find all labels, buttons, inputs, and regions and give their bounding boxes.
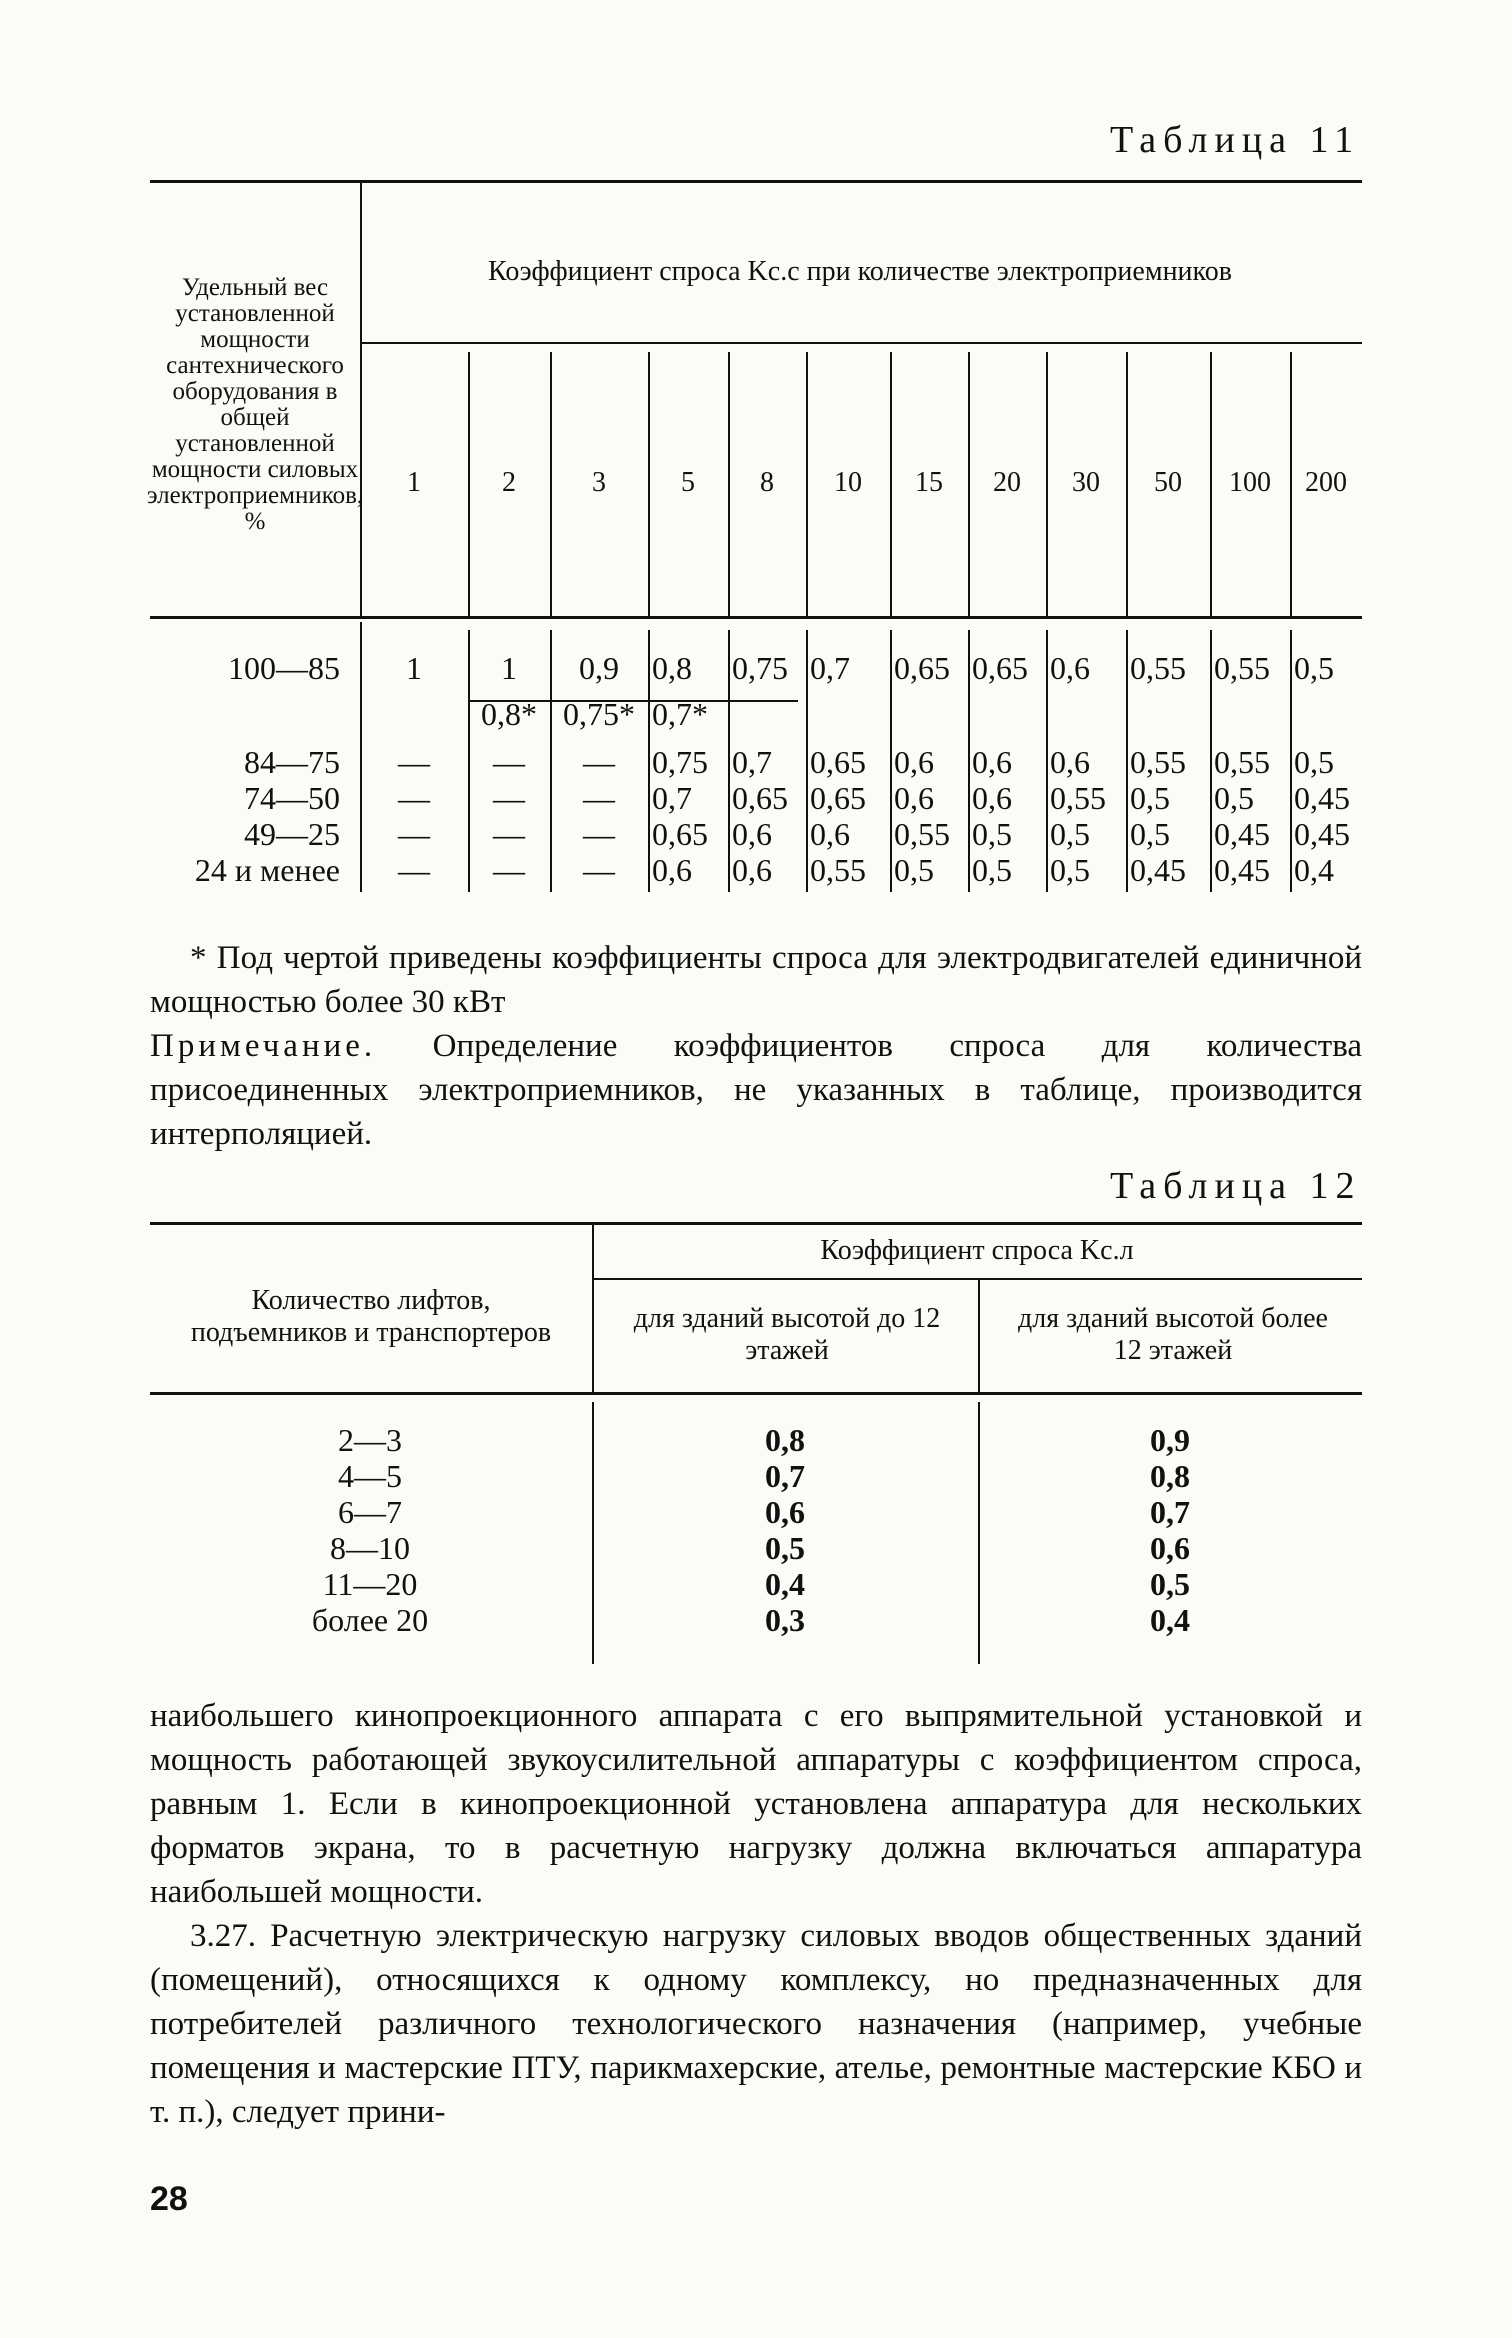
table12-col1-header: для зданий высотой до 12 этажей: [633, 1303, 941, 1366]
table11-cell: 0,7: [652, 779, 692, 816]
table11-cell: —: [583, 815, 615, 852]
table11-cell: —: [398, 743, 430, 780]
table11-cell: 0,5: [972, 851, 1012, 888]
table11-cell: 0,6: [972, 779, 1012, 816]
table12-cell-high: 0,7: [1150, 1494, 1190, 1530]
table11-col-header: 10: [834, 467, 862, 498]
table11-cell: 0,6: [652, 851, 692, 888]
table12-col1-values: [592, 1422, 978, 1638]
table11-group-header: Коэффициент спроса Kс.с при количестве электроприемников: [488, 256, 1232, 287]
table12-row-label: 2—3: [338, 1422, 402, 1458]
note-lead: Примечание.: [150, 1028, 377, 1064]
table11-cell: 0,65: [732, 779, 788, 816]
table12-top-rule: [150, 1222, 1362, 1225]
table11-cell: 0,5: [894, 851, 934, 888]
table11-cell: 0,65: [810, 779, 866, 816]
table11-cell: 0,6: [1050, 743, 1090, 780]
table12-row-label: 4—5: [338, 1458, 402, 1494]
table11-cell: 0,5: [1294, 743, 1334, 780]
table11-cell: 0,45: [1294, 779, 1350, 816]
table11-cell: 0,55: [1130, 649, 1186, 686]
table11-cell: 0,7: [732, 743, 772, 780]
table11-cell: —: [493, 779, 525, 816]
table11-col-header: 20: [993, 467, 1021, 498]
table11-caption: Таблица 11: [1110, 119, 1361, 161]
table11-row-label: 24 и менее: [194, 851, 340, 888]
page-number: 28: [150, 2180, 188, 2218]
table11-row-label: 74—50: [244, 779, 340, 816]
table11-cell: 0,5: [1214, 779, 1254, 816]
table12-cell-low: 0,3: [765, 1602, 805, 1638]
table11-cell: 0,5: [1130, 779, 1170, 816]
table12-labels-column: [210, 1422, 530, 1638]
table12-cell-high: 0,5: [1150, 1566, 1190, 1602]
table11-stub-header: Удельный вес установленной мощности сантехнического оборудования в общей установленной мощности силовых электроприемников, %: [146, 274, 364, 535]
table12-row-label: более 20: [311, 1602, 429, 1638]
table11-cell: 0,6: [1050, 649, 1090, 686]
table11-cell: 0,45: [1294, 815, 1350, 852]
table11-cell: 0,65: [810, 743, 866, 780]
table11-cell: 0,5: [1050, 851, 1090, 888]
table12-caption: Таблица 12: [1110, 1165, 1362, 1207]
table11-cell: 0,75: [652, 743, 708, 780]
table11-cell: —: [398, 851, 430, 888]
table11-col-header: 2: [502, 467, 516, 498]
table11-cell: 0,7: [810, 649, 850, 686]
table11-col-header: 1: [407, 467, 421, 498]
table11-top-rule: [150, 180, 1362, 183]
table11-cell: 0,65: [894, 649, 950, 686]
table11-cell: —: [583, 779, 615, 816]
table12-cell-high: 0,6: [1150, 1530, 1190, 1566]
table11-row-label: 84—75: [244, 743, 340, 780]
table11-cell: 0,6: [810, 815, 850, 852]
table11-cell: 0,5: [972, 815, 1012, 852]
table11-cell: 0,6: [972, 743, 1012, 780]
table12-cell-low: 0,6: [765, 1494, 805, 1530]
table12-col2-header: для зданий высотой более 12 этажей: [1018, 1303, 1328, 1366]
table11-cell: 0,7*: [652, 695, 708, 732]
table11-cell: 0,65: [972, 649, 1028, 686]
table12-cell-high: 0,9: [1150, 1422, 1190, 1458]
body-paragraph-2: 3.27. Расчетную электрическую нагрузку силовых вводов общественных зданий (помещений), относящихся к одному комплексу, но предназначенных для потребителей различного технологического назначения (например, учебные помещения и мастерские ПТУ, парикмахерские, ателье, ремонтные мастерские КБО и т. п.), следует прини-: [150, 1918, 1362, 2130]
table11-note: [150, 1024, 1362, 1156]
table11-cell: 0,55: [1214, 743, 1270, 780]
table12-stub-header: Количество лифтов, подъемников и транспортеров: [190, 1285, 552, 1348]
table11-cell: 0,4: [1294, 851, 1334, 888]
table11-cell: —: [583, 851, 615, 888]
table11-cell: —: [493, 815, 525, 852]
table11-cell: 0,55: [1050, 779, 1106, 816]
table11-row-label: [150, 696, 350, 732]
table11-cell: 0,75: [732, 649, 788, 686]
table11-cell: 0,45: [1130, 851, 1186, 888]
table11-col-header: 15: [915, 467, 943, 498]
table11-col-header: 30: [1072, 467, 1100, 498]
table12-cell-low: 0,5: [765, 1530, 805, 1566]
table12-cell-low: 0,8: [765, 1422, 805, 1458]
table11-row-label: 100—85: [228, 649, 340, 686]
table11-cell: 0,6: [732, 815, 772, 852]
table11-cell: 0,5: [1130, 815, 1170, 852]
table11-cell: 0,55: [1130, 743, 1186, 780]
table11-col-header: 50: [1154, 467, 1182, 498]
table11-group-rule: [360, 342, 1362, 344]
table11-cell: 0,45: [1214, 815, 1270, 852]
table12-cell-low: 0,7: [765, 1458, 805, 1494]
table11-col-header: 3: [592, 467, 606, 498]
table12-row-label: 11—20: [322, 1566, 418, 1602]
table11-cell: 0,55: [810, 851, 866, 888]
table11-row-label: 49—25: [244, 815, 340, 852]
table12-group-header: Коэффициент спроса Kс.л: [820, 1235, 1134, 1266]
table12-col2-values: [978, 1422, 1362, 1638]
table12-col-divider: [978, 1280, 980, 1392]
table11-cell: 0,8: [652, 649, 692, 686]
table11-cell: 0,8*: [481, 695, 537, 732]
table11-cell: 0,55: [1214, 649, 1270, 686]
table11-cell: 0,55: [894, 815, 950, 852]
table11-cell: —: [493, 851, 525, 888]
table11-cell: 0,9: [579, 649, 619, 686]
table11-cell: —: [398, 815, 430, 852]
table11-footnote: * Под чертой приведены коэффициенты спроса для электродвигателей единичной мощностью более 30 кВт: [150, 940, 1362, 1020]
table12-row-label: 8—10: [330, 1530, 410, 1566]
table11-cell: 0,5: [1294, 649, 1334, 686]
table11-cell: —: [398, 779, 430, 816]
note-text: Определение коэффициентов спроса для количества присоединенных электроприемников, не указанных в таблице, производится интерполяцией.: [150, 1028, 1363, 1152]
table11-cell: 0,75*: [563, 695, 635, 732]
table11-cell: 0,5: [1050, 815, 1090, 852]
table11-header-rule: [150, 616, 1362, 619]
table11-cell: 0,6: [894, 743, 934, 780]
table11-cell: 0,65: [652, 815, 708, 852]
table11-col-header: 5: [681, 467, 695, 498]
table11-cell: 1: [501, 649, 517, 686]
table11-cell: 0,6: [732, 851, 772, 888]
table12-cell-high: 0,4: [1150, 1602, 1190, 1638]
table12-cell-high: 0,8: [1150, 1458, 1190, 1494]
table12-row-label: 6—7: [338, 1494, 402, 1530]
table12-cell-low: 0,4: [765, 1566, 805, 1602]
body-paragraph-1: наибольшего кинопроекционного аппарата с его выпрямительной установкой и мощность работающей звукоусилительной аппаратуры с коэффициентом спроса, равным 1. Если в кинопроекционной установлена аппаратура для нескольких форматов экрана, то в расчетную нагрузку должна включаться аппаратура наибольшей мощности.: [150, 1698, 1362, 1910]
table11-cell: —: [583, 743, 615, 780]
table11-cell: 0,45: [1214, 851, 1270, 888]
table11-col-header: 8: [760, 467, 774, 498]
table11-cell: 1: [406, 649, 422, 686]
table11-cell: 0,6: [894, 779, 934, 816]
document-page: [146, 0, 1363, 2338]
table12-group-rule: [592, 1278, 1362, 1280]
table11-col-header: 100: [1229, 467, 1271, 498]
table11-col-header: 200: [1305, 467, 1347, 498]
table12-header-rule: [150, 1392, 1362, 1395]
table11-cell: —: [493, 743, 525, 780]
